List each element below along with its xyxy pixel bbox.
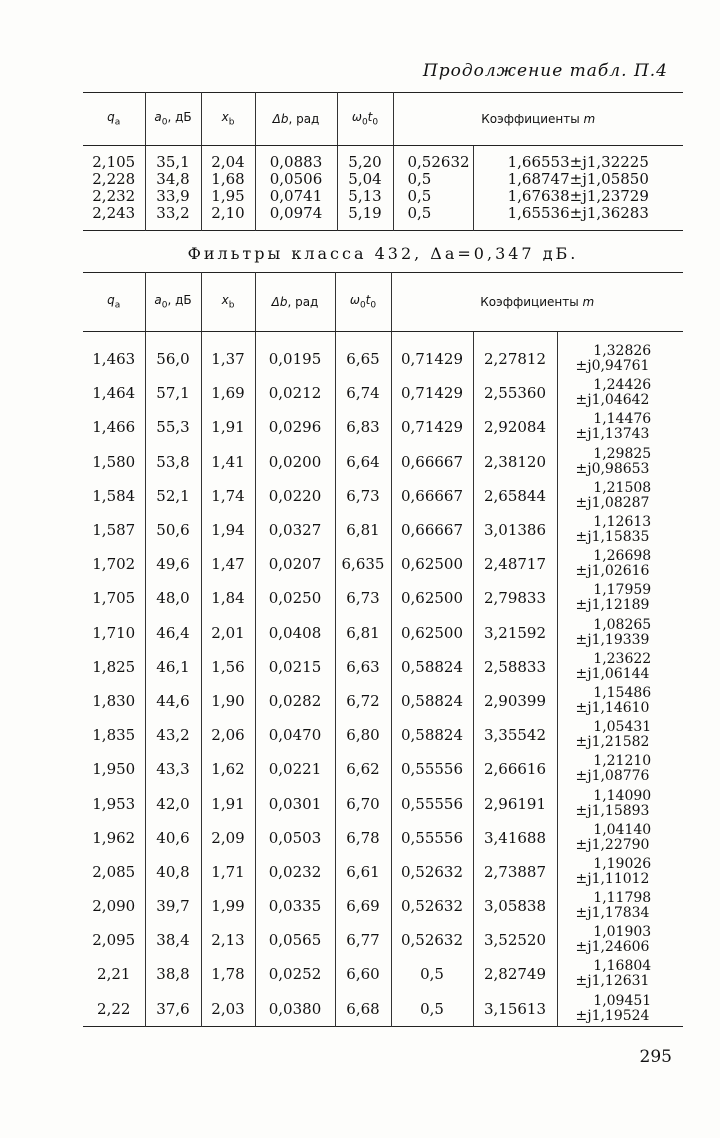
- cell-qa: 1,950: [92, 760, 136, 779]
- header-xb: $x_b$: [201, 273, 255, 332]
- cell-xb: 1,69: [201, 376, 255, 410]
- header-w0t0: $\omega_0t_0$: [335, 273, 391, 332]
- cell-w0t0: 5,20: [337, 154, 393, 171]
- cell-m3: [557, 616, 683, 650]
- cell-db: 0,0974: [255, 205, 337, 222]
- cell-m1: 0,52632: [391, 889, 473, 923]
- cell-w0t0: 5,19: [337, 205, 393, 222]
- cell-m3-real: 1,21508: [593, 479, 652, 496]
- spacer-cell: [145, 222, 201, 231]
- cell-xb: 1,68: [201, 171, 255, 188]
- cell-w0t0: 6,73: [335, 479, 391, 513]
- cell-qa: 1,710: [92, 623, 136, 642]
- cell-qa: 1,835: [92, 726, 136, 745]
- cell-m1: 0,62500: [391, 581, 473, 615]
- spacer-cell: [145, 332, 201, 343]
- cell-m3: [557, 992, 683, 1027]
- coefficients-table-class-432: [83, 272, 683, 1027]
- cell-db: 0,0741: [255, 188, 337, 205]
- cell-a0: 33,9: [145, 188, 201, 205]
- cell-m3-imag: ±j1,17834: [575, 905, 650, 922]
- cell-m1: 0,52632: [393, 154, 473, 171]
- cell-qa: 2,21: [97, 965, 131, 984]
- cell-a0: 57,1: [145, 376, 201, 410]
- cell-m2: 2,55360: [473, 376, 557, 410]
- cell-db: 0,0220: [255, 479, 335, 513]
- spacer-cell: [255, 222, 337, 231]
- cell-qa: 1,702: [92, 555, 136, 574]
- cell-m2: 3,15613: [473, 992, 557, 1027]
- cell-qa: 1,466: [92, 418, 136, 437]
- cell-w0t0: 6,83: [335, 410, 391, 444]
- spacer-cell: [83, 222, 145, 231]
- cell-m3: [557, 923, 683, 957]
- cell-xb: 1,41: [201, 445, 255, 479]
- cell-m3-real: 1,08265: [593, 616, 652, 633]
- table-row: [83, 154, 683, 171]
- cell-xb: 2,10: [201, 205, 255, 222]
- cell-m2: 3,05838: [473, 889, 557, 923]
- table-row: [83, 684, 683, 718]
- cell-xb: 1,78: [201, 957, 255, 991]
- cell-m3: [557, 650, 683, 684]
- cell-m3-imag: ±j1,21582: [575, 734, 650, 751]
- cell-db: 0,0252: [255, 957, 335, 991]
- cell-xb: 1,71: [201, 855, 255, 889]
- table-row: [83, 992, 683, 1027]
- cell-w0t0: 6,69: [335, 889, 391, 923]
- cell-m3-imag: ±j1,22790: [575, 836, 650, 853]
- cell-m3-imag: ±j1,13743: [575, 426, 650, 443]
- cell-m2: 2,90399: [473, 684, 557, 718]
- page-number: 295: [639, 1047, 672, 1067]
- cell-m3-imag: ±j1,24606: [575, 939, 650, 956]
- cell-m3-imag: ±j0,94761: [575, 358, 650, 375]
- table-row: [83, 410, 683, 444]
- cell-m1: 0,66667: [391, 445, 473, 479]
- cell-qa: 1,464: [92, 384, 136, 403]
- cell-db: 0,0207: [255, 547, 335, 581]
- cell-qa: 2,095: [92, 931, 136, 950]
- spacer-cell: [201, 332, 255, 343]
- cell-m3-real: 1,29825: [593, 445, 652, 462]
- cell-m2: 2,92084: [473, 410, 557, 444]
- cell-db: 0,0200: [255, 445, 335, 479]
- spacer-cell: [337, 222, 393, 231]
- cell-qa: 1,463: [92, 350, 136, 369]
- cell-qa: 1,830: [92, 691, 136, 710]
- cell-db: 0,0565: [255, 923, 335, 957]
- cell-xb: 1,74: [201, 479, 255, 513]
- cell-m3: [557, 684, 683, 718]
- table-row: [83, 957, 683, 991]
- cell-w0t0: 6,70: [335, 786, 391, 820]
- cell-m1: 0,5: [391, 957, 473, 991]
- cell-m3: [557, 547, 683, 581]
- cell-m3: [557, 957, 683, 991]
- cell-xb: 2,06: [201, 718, 255, 752]
- cell-m3-real: 1,19026: [593, 855, 652, 872]
- cell-a0: 37,6: [145, 992, 201, 1027]
- cell-m3-real: 1,15486: [593, 684, 652, 701]
- header-xb: $x_b$: [201, 93, 255, 146]
- cell-qa: 1,705: [92, 589, 136, 608]
- spacer-cell: [391, 332, 473, 343]
- cell-m3-imag: ±j1,02616: [575, 563, 650, 580]
- cell-w0t0: 5,04: [337, 171, 393, 188]
- cell-w0t0: 6,61: [335, 855, 391, 889]
- cell-m3-imag: ±j1,11012: [575, 870, 650, 887]
- cell-w0t0: 5,13: [337, 188, 393, 205]
- cell-m3: [557, 445, 683, 479]
- cell-qa: 1,825: [92, 657, 136, 676]
- cell-w0t0: 6,78: [335, 821, 391, 855]
- header-coefficients: Коэффициенты m: [391, 273, 683, 332]
- cell-xb: 1,90: [201, 684, 255, 718]
- cell-m1: 0,58824: [391, 650, 473, 684]
- cell-m3-imag: ±j1,04642: [575, 392, 650, 409]
- cell-w0t0: 6,73: [335, 581, 391, 615]
- table-row: [83, 205, 683, 222]
- spacer-cell: [83, 332, 145, 343]
- cell-a0: 38,8: [145, 957, 201, 991]
- table-row: [83, 445, 683, 479]
- spacer-row: [83, 222, 683, 231]
- cell-m3: [557, 855, 683, 889]
- spacer-cell: [393, 222, 473, 231]
- cell-m3-imag: ±j1,15893: [575, 802, 650, 819]
- cell-m3-real: 1,17959: [593, 582, 652, 599]
- table-row: [83, 547, 683, 581]
- cell-db: 0,0195: [255, 342, 335, 376]
- cell-m2: 1,65536±j1,36283: [473, 205, 683, 222]
- cell-xb: 1,91: [201, 786, 255, 820]
- cell-a0: 50,6: [145, 513, 201, 547]
- cell-a0: 40,8: [145, 855, 201, 889]
- cell-w0t0: 6,77: [335, 923, 391, 957]
- cell-w0t0: 6,63: [335, 650, 391, 684]
- spacer-cell: [473, 332, 557, 343]
- table-header-row: [83, 273, 683, 332]
- cell-m3-real: 1,14090: [593, 787, 652, 804]
- table-row: [83, 786, 683, 820]
- cell-qa: 2,228: [92, 170, 136, 188]
- cell-m2: 2,27812: [473, 342, 557, 376]
- cell-a0: 49,6: [145, 547, 201, 581]
- cell-m3-imag: ±j0,98653: [575, 460, 650, 477]
- cell-db: 0,0232: [255, 855, 335, 889]
- cell-db: 0,0506: [255, 171, 337, 188]
- table-row: [83, 376, 683, 410]
- cell-m2: 2,73887: [473, 855, 557, 889]
- cell-w0t0: 6,81: [335, 616, 391, 650]
- cell-xb: 2,13: [201, 923, 255, 957]
- cell-m2: 3,41688: [473, 821, 557, 855]
- cell-m1: 0,5: [393, 205, 473, 222]
- cell-xb: 1,99: [201, 889, 255, 923]
- table-row: [83, 479, 683, 513]
- table-header-row: [83, 93, 683, 146]
- cell-m3-imag: ±j1,19339: [575, 631, 650, 648]
- cell-m3: [557, 718, 683, 752]
- cell-m3: [557, 479, 683, 513]
- cell-m3-imag: ±j1,08776: [575, 768, 650, 785]
- header-a0: $a_0$, дБ: [145, 93, 201, 146]
- cell-m2: 1,68747±j1,05850: [473, 171, 683, 188]
- cell-m3-real: 1,24426: [593, 377, 652, 394]
- cell-m1: 0,52632: [391, 923, 473, 957]
- spacer-cell: [335, 332, 391, 343]
- coefficients-table-top: [83, 92, 683, 231]
- cell-w0t0: 6,60: [335, 957, 391, 991]
- cell-m2: 2,58833: [473, 650, 557, 684]
- cell-xb: 1,95: [201, 188, 255, 205]
- section-title: Фильтры класса 432, Δa=0,347 дБ.: [187, 244, 579, 263]
- cell-a0: 46,1: [145, 650, 201, 684]
- cell-m3: [557, 376, 683, 410]
- cell-qa: 2,090: [92, 897, 136, 916]
- cell-m3-real: 1,11798: [593, 890, 652, 907]
- cell-m2: 1,66553±j1,32225: [473, 154, 683, 171]
- cell-a0: 38,4: [145, 923, 201, 957]
- header-qa: $q_a$: [83, 273, 145, 332]
- cell-m3-imag: ±j1,12189: [575, 597, 650, 614]
- cell-a0: 40,6: [145, 821, 201, 855]
- cell-xb: 1,47: [201, 547, 255, 581]
- cell-m1: 0,55556: [391, 786, 473, 820]
- cell-m3-imag: ±j1,12631: [575, 973, 650, 990]
- cell-db: 0,0470: [255, 718, 335, 752]
- cell-qa: 1,587: [92, 521, 136, 540]
- cell-m3-real: 1,09451: [593, 992, 652, 1009]
- cell-m1: 0,71429: [391, 342, 473, 376]
- cell-db: 0,0503: [255, 821, 335, 855]
- cell-m3-real: 1,04140: [593, 821, 652, 838]
- cell-m2: 3,35542: [473, 718, 557, 752]
- cell-m3: [557, 410, 683, 444]
- cell-m1: 0,5: [391, 992, 473, 1027]
- cell-a0: 53,8: [145, 445, 201, 479]
- cell-xb: 1,84: [201, 581, 255, 615]
- spacer-cell: [473, 222, 683, 231]
- cell-m3-real: 1,16804: [593, 958, 652, 975]
- cell-db: 0,0327: [255, 513, 335, 547]
- spacer-cell: [557, 332, 683, 343]
- cell-m3-real: 1,01903: [593, 924, 652, 941]
- cell-w0t0: 6,68: [335, 992, 391, 1027]
- cell-m1: 0,58824: [391, 718, 473, 752]
- cell-a0: 33,2: [145, 205, 201, 222]
- cell-m1: 0,62500: [391, 547, 473, 581]
- cell-m3-real: 1,21210: [593, 753, 652, 770]
- cell-db: 0,0250: [255, 581, 335, 615]
- cell-qa: 1,584: [92, 486, 136, 505]
- cell-xb: 1,62: [201, 752, 255, 786]
- cell-m2: 2,82749: [473, 957, 557, 991]
- cell-xb: 1,37: [201, 342, 255, 376]
- cell-a0: 44,6: [145, 684, 201, 718]
- cell-w0t0: 6,74: [335, 376, 391, 410]
- cell-a0: 35,1: [145, 154, 201, 171]
- table-row: [83, 821, 683, 855]
- cell-m3-imag: ±j1,14610: [575, 699, 650, 716]
- cell-w0t0: 6,64: [335, 445, 391, 479]
- cell-qa: 2,105: [92, 153, 136, 171]
- cell-a0: 39,7: [145, 889, 201, 923]
- cell-m2: 3,52520: [473, 923, 557, 957]
- cell-m2: 2,65844: [473, 479, 557, 513]
- table-row: [83, 616, 683, 650]
- cell-m3-real: 1,23622: [593, 650, 652, 667]
- cell-qa: 2,243: [92, 204, 136, 222]
- cell-m2: 2,79833: [473, 581, 557, 615]
- header-qa: $q_a$: [83, 93, 145, 146]
- cell-m3: [557, 513, 683, 547]
- cell-w0t0: 6,635: [335, 547, 391, 581]
- cell-m1: 0,55556: [391, 821, 473, 855]
- spacer-cell: [255, 332, 335, 343]
- cell-db: 0,0212: [255, 376, 335, 410]
- cell-m3-imag: ±j1,08287: [575, 494, 650, 511]
- table-row: [83, 342, 683, 376]
- cell-qa: 1,953: [92, 794, 136, 813]
- cell-m3: [557, 889, 683, 923]
- cell-w0t0: 6,80: [335, 718, 391, 752]
- table-row: [83, 171, 683, 188]
- cell-xb: 2,09: [201, 821, 255, 855]
- cell-db: 0,0883: [255, 154, 337, 171]
- cell-w0t0: 6,81: [335, 513, 391, 547]
- cell-m2: 2,48717: [473, 547, 557, 581]
- cell-m2: 2,66616: [473, 752, 557, 786]
- cell-xb: 2,01: [201, 616, 255, 650]
- cell-xb: 1,91: [201, 410, 255, 444]
- cell-qa: 2,085: [92, 862, 136, 881]
- table-row: [83, 889, 683, 923]
- cell-m3-real: 1,05431: [593, 719, 652, 736]
- cell-m3-imag: ±j1,19524: [575, 1007, 650, 1024]
- cell-a0: 42,0: [145, 786, 201, 820]
- cell-m1: 0,71429: [391, 376, 473, 410]
- cell-m1: 0,66667: [391, 513, 473, 547]
- cell-a0: 55,3: [145, 410, 201, 444]
- cell-m1: 0,62500: [391, 616, 473, 650]
- cell-a0: 43,3: [145, 752, 201, 786]
- header-coefficients: Коэффициенты m: [393, 93, 683, 146]
- cell-m3: [557, 786, 683, 820]
- table-row: [83, 923, 683, 957]
- cell-qa: 1,962: [92, 828, 136, 847]
- cell-a0: 46,4: [145, 616, 201, 650]
- cell-m3: [557, 752, 683, 786]
- page-header: Продолжение табл. П.4: [422, 61, 668, 81]
- table-row: [83, 718, 683, 752]
- table-row: [83, 752, 683, 786]
- cell-m3-real: 1,26698: [593, 548, 652, 565]
- header-w0t0: $\omega_0t_0$: [337, 93, 393, 146]
- cell-m2: 3,01386: [473, 513, 557, 547]
- cell-db: 0,0221: [255, 752, 335, 786]
- cell-db: 0,0335: [255, 889, 335, 923]
- cell-a0: 43,2: [145, 718, 201, 752]
- cell-a0: 56,0: [145, 342, 201, 376]
- table-row: [83, 188, 683, 205]
- cell-w0t0: 6,65: [335, 342, 391, 376]
- cell-db: 0,0296: [255, 410, 335, 444]
- cell-m3-imag: ±j1,06144: [575, 665, 650, 682]
- cell-m1: 0,66667: [391, 479, 473, 513]
- cell-qa: 1,580: [92, 452, 136, 471]
- cell-db: 0,0380: [255, 992, 335, 1027]
- cell-m2: 2,38120: [473, 445, 557, 479]
- header-db: Δb, рад: [255, 93, 337, 146]
- cell-db: 0,0282: [255, 684, 335, 718]
- cell-a0: 34,8: [145, 171, 201, 188]
- cell-m3-real: 1,12613: [593, 514, 652, 531]
- cell-m3: [557, 581, 683, 615]
- cell-m2: 3,21592: [473, 616, 557, 650]
- cell-m1: 0,55556: [391, 752, 473, 786]
- cell-w0t0: 6,72: [335, 684, 391, 718]
- cell-m1: 0,52632: [391, 855, 473, 889]
- header-a0: $a_0$, дБ: [145, 273, 201, 332]
- cell-xb: 2,03: [201, 992, 255, 1027]
- header-db: Δb, рад: [255, 273, 335, 332]
- cell-xb: 1,94: [201, 513, 255, 547]
- cell-a0: 52,1: [145, 479, 201, 513]
- cell-m3-real: 1,32826: [593, 343, 652, 360]
- cell-m3-imag: ±j1,15835: [575, 529, 650, 546]
- cell-m2: 2,96191: [473, 786, 557, 820]
- cell-xb: 2,04: [201, 154, 255, 171]
- cell-m3: [557, 821, 683, 855]
- table-row: [83, 581, 683, 615]
- cell-m2: 1,67638±j1,23729: [473, 188, 683, 205]
- table-row: [83, 855, 683, 889]
- cell-m1: 0,58824: [391, 684, 473, 718]
- cell-db: 0,0301: [255, 786, 335, 820]
- cell-db: 0,0215: [255, 650, 335, 684]
- cell-w0t0: 6,62: [335, 752, 391, 786]
- cell-m1: 0,5: [393, 171, 473, 188]
- cell-a0: 48,0: [145, 581, 201, 615]
- cell-m1: 0,5: [393, 188, 473, 205]
- spacer-cell: [201, 222, 255, 231]
- spacer-row: [83, 332, 683, 343]
- cell-m1: 0,71429: [391, 410, 473, 444]
- cell-qa: 2,232: [92, 187, 136, 205]
- cell-xb: 1,56: [201, 650, 255, 684]
- cell-m3: [557, 342, 683, 376]
- table-row: [83, 513, 683, 547]
- cell-m3-real: 1,14476: [593, 411, 652, 428]
- table-row: [83, 650, 683, 684]
- cell-db: 0,0408: [255, 616, 335, 650]
- cell-qa: 2,22: [97, 999, 131, 1018]
